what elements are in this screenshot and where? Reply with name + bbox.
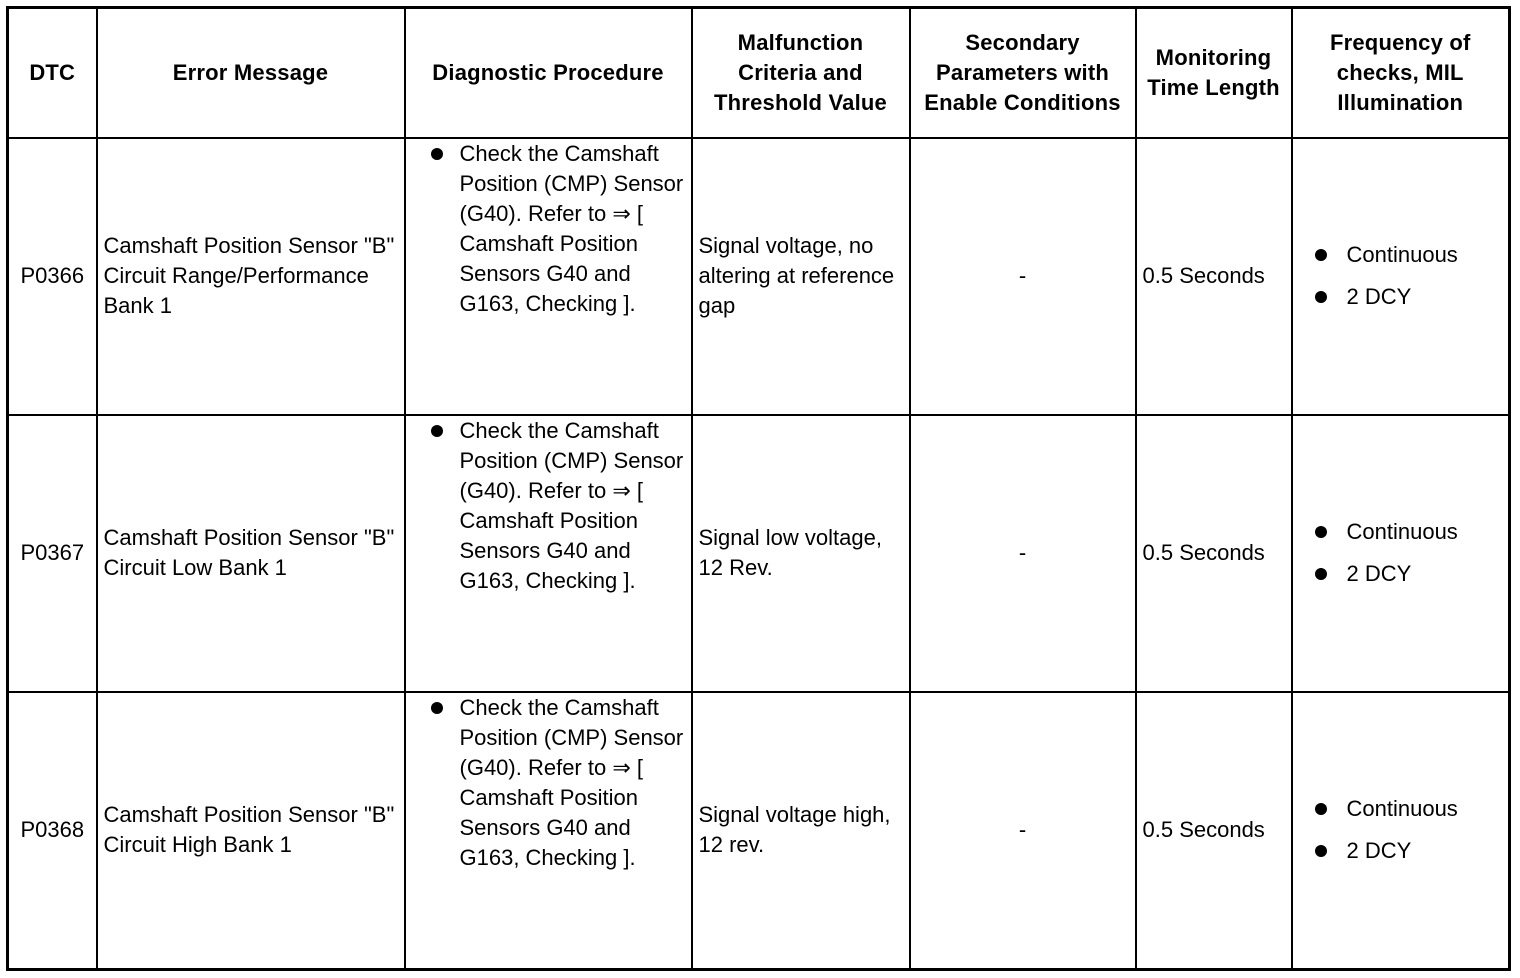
frequency-item: Continuous — [1299, 240, 1503, 270]
table-row — [8, 692, 1510, 970]
header-malfunction-criteria: Malfunction Criteria and Threshold Value — [692, 8, 910, 139]
procedure-list — [412, 416, 685, 596]
error-message: Camshaft Position Sensor "B" Circuit High Bank 1 — [97, 692, 405, 970]
procedure-item — [412, 139, 685, 319]
frequency-item: 2 DCY — [1299, 559, 1503, 589]
dtc-code: P0368 — [8, 692, 97, 970]
diagnostic-procedure — [405, 692, 692, 970]
header-frequency: Frequency of checks, MIL Illumination — [1292, 8, 1510, 139]
error-message: Camshaft Position Sensor "B" Circuit Range/Performance Bank 1 — [97, 138, 405, 415]
table-row — [8, 415, 1510, 692]
frequency-item: 2 DCY — [1299, 836, 1503, 866]
procedure-list — [412, 139, 685, 319]
dtc-code: P0366 — [8, 138, 97, 415]
header-dtc: DTC — [8, 8, 97, 139]
header-secondary-parameters: Secondary Parameters with Enable Conditions — [910, 8, 1136, 139]
header-monitoring-time: Monitoring Time Length — [1136, 8, 1292, 139]
secondary-parameters: - — [910, 415, 1136, 692]
secondary-parameters: - — [910, 692, 1136, 970]
procedure-item — [412, 416, 685, 596]
monitoring-time: 0.5 Seconds — [1136, 692, 1292, 970]
malfunction-criteria: Signal low voltage, 12 Rev. — [692, 415, 910, 692]
procedure-text: Check the Camshaft Position (CMP) Sensor (G40). Refer to ⇒ [ Camshaft Position Sensors G40 and G163, Checking ]. — [459, 694, 684, 870]
error-message: Camshaft Position Sensor "B" Circuit Low Bank 1 — [97, 415, 405, 692]
diagnostic-procedure — [405, 415, 692, 692]
frequency-list — [1299, 240, 1503, 312]
diagnostic-procedure — [405, 138, 692, 415]
frequency — [1292, 692, 1510, 970]
header-diagnostic-procedure: Diagnostic Procedure — [405, 8, 692, 139]
frequency — [1292, 415, 1510, 692]
frequency-item: 2 DCY — [1299, 282, 1503, 312]
frequency-list — [1299, 794, 1503, 866]
header-row — [8, 8, 1510, 139]
secondary-parameters: - — [910, 138, 1136, 415]
procedure-text: Check the Camshaft Position (CMP) Sensor (G40). Refer to ⇒ [ Camshaft Position Sensors G40 and G163, Checking ]. — [459, 417, 684, 593]
procedure-list — [412, 693, 685, 873]
header-error-message: Error Message — [97, 8, 405, 139]
monitoring-time: 0.5 Seconds — [1136, 138, 1292, 415]
dtc-code: P0367 — [8, 415, 97, 692]
frequency-list — [1299, 517, 1503, 589]
malfunction-criteria: Signal voltage, no altering at reference gap — [692, 138, 910, 415]
table-row — [8, 138, 1510, 415]
monitoring-time: 0.5 Seconds — [1136, 415, 1292, 692]
frequency-item: Continuous — [1299, 794, 1503, 824]
procedure-text: Check the Camshaft Position (CMP) Sensor (G40). Refer to ⇒ [ Camshaft Position Sensors G40 and G163, Checking ]. — [459, 141, 684, 316]
dtc-table — [6, 6, 1511, 971]
malfunction-criteria: Signal voltage high, 12 rev. — [692, 692, 910, 970]
frequency-item: Continuous — [1299, 517, 1503, 547]
frequency — [1292, 138, 1510, 415]
procedure-item — [412, 693, 685, 873]
